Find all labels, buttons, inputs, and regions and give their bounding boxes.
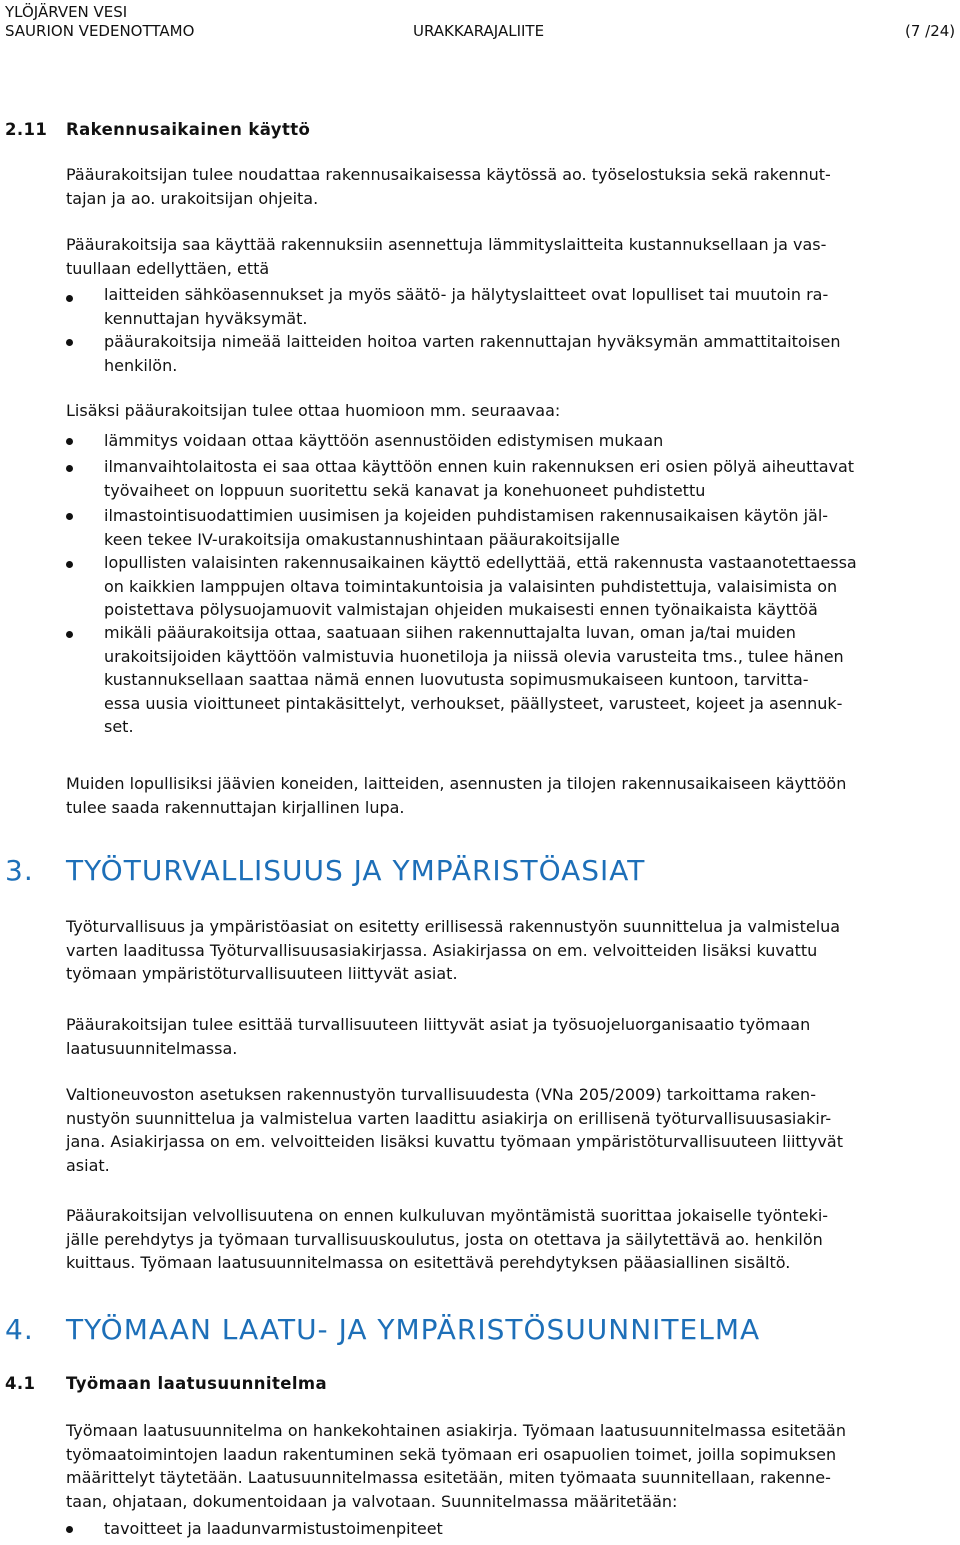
text-line: Pääurakoitsija saa käyttää rakennuksiin asennettuja lämmityslaitteita kustannuksellaan ja vas- xyxy=(66,235,827,254)
text-line: urakoitsijoiden käyttöön valmistuvia huonetiloja ja niissä olevia varusteita tms., tulee hänen xyxy=(104,646,844,666)
text-line: tulee saada rakennuttajan kirjallinen lupa. xyxy=(66,797,405,817)
paragraph xyxy=(66,1204,958,1275)
list-item xyxy=(104,330,958,377)
text-line: mikäli pääurakoitsija ottaa, saatuaan siihen rakennuttajalta luvan, oman ja/tai muiden xyxy=(104,623,796,642)
text-line: jälle perehdytys ja työmaan turvallisuuskoulutus, josta on otettava ja säilytettävä ao. henkilön xyxy=(66,1229,823,1249)
text-line: Pääurakoitsijan tulee esittää turvallisuuteen liittyvät asiat ja työsuojeluorganisaatio työmaan xyxy=(66,1015,811,1034)
list-item xyxy=(104,429,958,453)
list-item xyxy=(104,455,958,502)
bullet-icon xyxy=(66,465,73,472)
bullet-icon xyxy=(66,561,73,568)
text-line: jana. Asiakirjassa on em. velvoitteiden lisäksi kuvattu työmaan ympäristöturvallisuuteen liittyvät xyxy=(66,1132,843,1151)
text-line: Työturvallisuus ja ympäristöasiat on esitetty erillisessä rakennustyön suunnittelua ja valmistelua xyxy=(66,917,841,936)
page-number: (7 /24) xyxy=(905,22,956,40)
text-line: työmaatoimintojen laadun rakentuminen sekä työmaan eri osapuolien toimet, joilla sopimuksen xyxy=(66,1444,837,1464)
paragraph xyxy=(66,163,958,210)
text-line: Muiden lopullisiksi jäävien koneiden, laitteiden, asennusten ja tilojen rakennusaikaiseen käyttöön xyxy=(66,774,847,793)
text-line: tajan ja ao. urakoitsijan ohjeita. xyxy=(66,188,319,208)
text-line: Työmaan laatusuunnitelma on hankekohtainen asiakirja. Työmaan laatusuunnitelmassa esitetään xyxy=(66,1421,846,1440)
text-line: keen tekee IV-urakoitsija omakustannushintaan pääurakoitsijalle xyxy=(104,529,620,549)
document-type: URAKKARAJALIITE xyxy=(413,22,545,40)
paragraph xyxy=(66,1083,958,1177)
bullet-icon xyxy=(66,631,73,638)
org-name: YLÖJÄRVEN VESI xyxy=(5,3,128,21)
text-line: poistettava pölysuojamuovit valmistajan ohjeiden mukaisesti ennen työnaikaista käyttöä xyxy=(104,600,818,619)
text-line: kennuttajan hyväksymät. xyxy=(104,308,308,328)
text-line: tuullaan edellyttäen, että xyxy=(66,258,270,278)
text-line: määrittelyt täytetään. Laatusuunnitelmassa esitetään, miten työmaata suunnitellaan, rakenne- xyxy=(66,1468,831,1487)
paragraph xyxy=(66,233,958,280)
text-line: kustannuksellaan saattaa nämä ennen luovutusta sopimusmukaiseen kuntoon, tarvitta- xyxy=(104,670,809,689)
text-line: laatusuunnitelmassa. xyxy=(66,1038,238,1058)
text-line: set. xyxy=(104,717,134,736)
text-line: työvaiheet on loppuun suoritettu sekä kanavat ja konehuoneet puhdistettu xyxy=(104,480,706,500)
section-number: 4.1 xyxy=(5,1374,36,1393)
text-line: lämmitys voidaan ottaa käyttöön asennustöiden edistymisen mukaan xyxy=(104,431,664,450)
text-line: ilmanvaihtolaitosta ei saa ottaa käyttöön ennen kuin rakennuksen eri osien pölyä aiheuttavat xyxy=(104,457,855,476)
text-line: Pääurakoitsijan tulee noudattaa rakennusaikaisessa käytössä ao. työselostuksia sekä rakennut- xyxy=(66,165,831,184)
text-line: Valtioneuvoston asetuksen rakennustyön turvallisuudesta (VNa 205/2009) tarkoittama raken- xyxy=(66,1085,816,1104)
list-item xyxy=(104,621,958,739)
section-title: Työmaan laatusuunnitelma xyxy=(66,1374,328,1393)
text-line: tavoitteet ja laadunvarmistustoimenpiteet xyxy=(104,1519,443,1538)
bullet-icon xyxy=(66,438,73,445)
text-line: essa uusia vioittuneet pintakäsittelyt, verhoukset, päällysteet, varusteet, kojeet ja asennuk- xyxy=(104,693,843,713)
project-name: SAURION VEDENOTTAMO xyxy=(5,22,195,40)
section-title: Rakennusaikainen käyttö xyxy=(66,120,311,139)
text-line: henkilön. xyxy=(104,355,178,375)
paragraph xyxy=(66,915,958,986)
chapter-number: 4. xyxy=(5,1313,34,1346)
paragraph xyxy=(66,1419,958,1513)
list-item xyxy=(104,1517,958,1541)
bullet-icon xyxy=(66,1526,73,1533)
bullet-icon xyxy=(66,295,73,302)
chapter-title: TYÖTURVALLISUUS JA YMPÄRISTÖASIAT xyxy=(66,854,646,887)
list-item xyxy=(104,504,958,551)
text-line: lopullisten valaisinten rakennusaikainen käyttö edellyttää, että rakennusta vastaanotettaessa xyxy=(104,553,857,572)
bullet-icon xyxy=(66,513,73,520)
text-line: varten laaditussa Työturvallisuusasiakirjassa. Asiakirjassa on em. velvoitteiden lisäksi kuvattu xyxy=(66,940,818,960)
section-number: 2.11 xyxy=(5,120,48,139)
paragraph xyxy=(66,1013,958,1060)
text-line: ilmastointisuodattimien uusimisen ja kojeiden puhdistamisen rakennusaikaisen käytön jäl- xyxy=(104,506,829,525)
text-line: pääurakoitsija nimeää laitteiden hoitoa varten rakennuttajan hyväksymän ammattitaitoisen xyxy=(104,332,841,351)
chapter-title: TYÖMAAN LAATU- JA YMPÄRISTÖSUUNNITELMA xyxy=(66,1313,761,1346)
text-line: on kaikkien lamppujen oltava toimintakuntoisia ja valaisinten puhdistettuja, valaisimista on xyxy=(104,576,838,596)
list-item xyxy=(104,551,958,622)
chapter-number: 3. xyxy=(5,854,34,887)
text-line: nustyön suunnittelua ja valmistelua varten laadittu asiakirja on erillisenä työturvallisuusasiakir- xyxy=(66,1108,832,1128)
text-line: Pääurakoitsijan velvollisuutena on ennen kulkuluvan myöntämistä suorittaa jokaiselle työnteki- xyxy=(66,1206,829,1225)
paragraph xyxy=(66,772,958,819)
text-line: Lisäksi pääurakoitsijan tulee ottaa huomioon mm. seuraavaa: xyxy=(66,401,561,420)
text-line: laitteiden sähköasennukset ja myös säätö- ja hälytyslaitteet ovat lopulliset tai muutoin ra- xyxy=(104,285,829,304)
text-line: asiat. xyxy=(66,1155,110,1175)
text-line: kuittaus. Työmaan laatusuunnitelmassa on esitettävä perehdytyksen pääasiallinen sisältö. xyxy=(66,1253,791,1272)
bullet-icon xyxy=(66,339,73,346)
list-item xyxy=(104,283,958,330)
text-line: työmaan ympäristöturvallisuuteen liittyvät asiat. xyxy=(66,964,458,983)
paragraph xyxy=(66,399,958,423)
text-line: taan, ohjataan, dokumentoidaan ja valvotaan. Suunnitelmassa määritetään: xyxy=(66,1491,678,1511)
